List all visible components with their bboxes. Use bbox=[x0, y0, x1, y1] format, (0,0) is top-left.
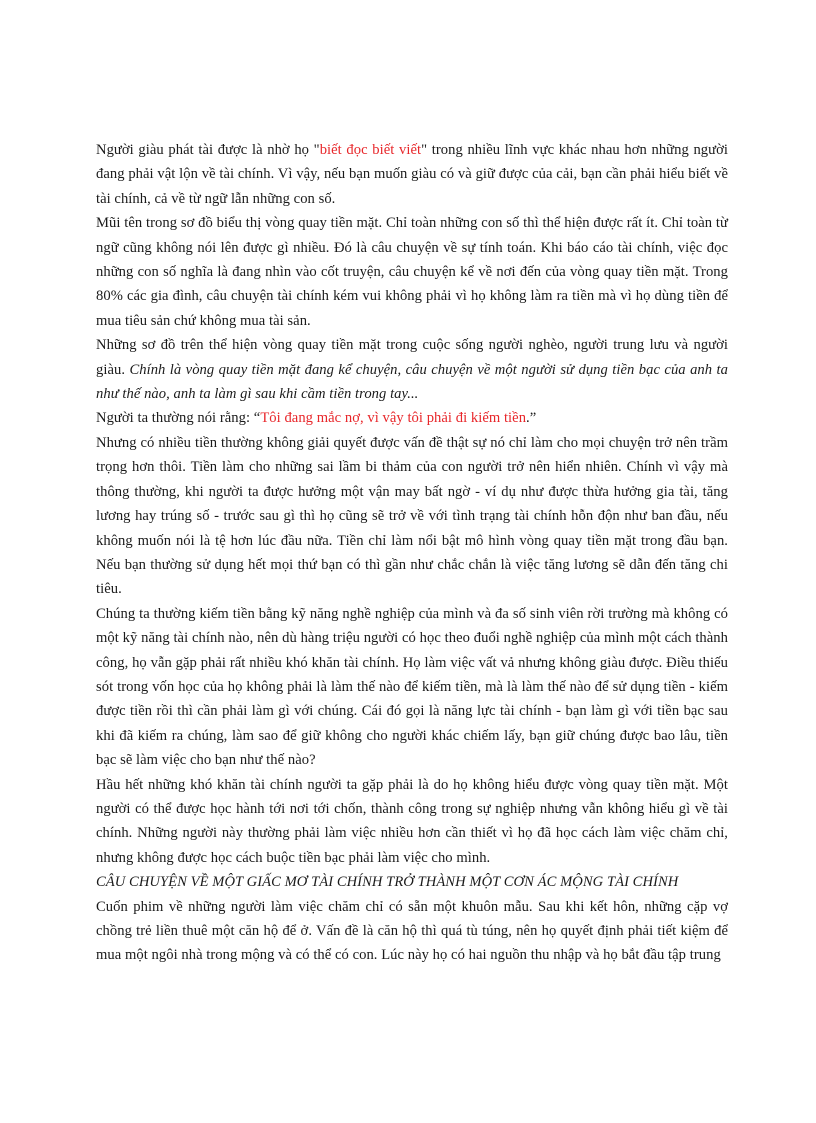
paragraph-text: Những sơ đồ trên thể hiện vòng quay tiền mặt trong cuộc sống người nghèo, người trung lưu và người giàu. bbox=[96, 337, 728, 378]
paragraph-cash-flow-arrows: Mũi tên trong sơ đồ biểu thị vòng quay tiền mặt. Chỉ toàn những con số thì thể hiện được rất ít. Chỉ toàn từ ngữ cũng không nói lên được gì nhiều. Đó là câu chuyện về sự tính toán. Khi báo cáo tài chính, việc đọc những con số nghĩa là đang nhìn vào cốt truyện, câu chuyện kể về nơi đến của vòng quay tiền mặt. Trong 80% các gia đình, câu chuyện tài chính kém vui không phải vì họ không làm ra tiền mà vì họ dùng tiền để mua tiêu sản chứ không mua tài sản. bbox=[96, 215, 728, 329]
italic-sentence: Chính là vòng quay tiền mặt đang kể chuyện, câu chuyện về một người sử dụng tiền bạc của anh ta như thế nào, anh ta làm gì sau khi cầm tiền trong tay... bbox=[96, 361, 728, 403]
paragraph-cash-flow-diagrams bbox=[96, 333, 728, 406]
paragraph-text: .” bbox=[526, 410, 537, 427]
highlighted-quote: Tôi đang mắc nợ, vì vậy tôi phải đi kiếm tiền bbox=[260, 410, 527, 427]
paragraph-text: " trong nhiều lĩnh vực khác nhau hơn những người đang phải vật lộn về tài chính. Vì vậy, nếu bạn muốn giàu có và giữ được của cải, bạn cần phải hiểu biết về tài chính, cả về từ ngữ lẫn những con số. bbox=[96, 142, 728, 207]
paragraph-text: Người ta thường nói rằng: “ bbox=[96, 410, 261, 427]
paragraph-financial-literacy bbox=[96, 138, 728, 211]
paragraph-text: Người giàu phát tài được là nhờ họ " bbox=[96, 142, 320, 158]
paragraph-hard-workers-story: Cuốn phim về những người làm việc chăm chỉ có sẵn một khuôn mẫu. Sau khi kết hôn, những cặp vợ chồng trẻ liền thuê một căn hộ để ở. Vấn đề là căn hộ thì quá tù túng, nên họ quyết định phải tiết kiệm để mua một ngôi nhà trong mộng và có thể có con. Lúc này họ có hai nguồn thu nhập và họ bắt đầu tập trung bbox=[96, 898, 728, 964]
paragraph-quote bbox=[96, 406, 728, 430]
section-heading: CÂU CHUYỆN VỀ MỘT GIẤC MƠ TÀI CHÍNH TRỞ THÀNH MỘT CƠN ÁC MỘNG TÀI CHÍNH bbox=[96, 874, 679, 891]
paragraph-more-money: Nhưng có nhiều tiền thường không giải quyết được vấn đề thật sự nó chỉ làm cho mọi chuyện trở nên trầm trọng hơn thôi. Tiền làm cho những sai lầm bi thảm của con người trở nên hiển nhiên. Chính vì vậy mà thông thường, khi người ta được hưởng một vận may bất ngờ - ví dụ như được thừa hưởng gia tài, tăng lương hay trúng số - trước sau gì thì họ cũng sẽ trở về với tình trạng tài chính hỗn độn như ban đầu, nếu không muốn nói là tệ hơn lúc đầu nữa. Tiền chỉ làm nổi bật mô hình vòng quay tiền mặt trong đầu bạn. Nếu bạn thường sử dụng hết mọi thứ bạn có thì gần như chắc chắn là việc tăng lương sẽ dẫn đến tăng chi tiêu. bbox=[96, 434, 728, 598]
paragraph-financial-difficulties: Hầu hết những khó khăn tài chính người ta gặp phải là do họ không hiểu được vòng quay tiền mặt. Một người có thể được học hành tới nơi tới chốn, thành công trong sự nghiệp nhưng vẫn không hiểu gì về tài chính. Những người này thường phải làm việc nhiều hơn cần thiết vì họ đã học cách làm việc chăm chỉ, nhưng không được học cách buộc tiền bạc phải làm việc cho mình. bbox=[96, 776, 728, 866]
highlighted-phrase: biết đọc biết viết bbox=[319, 142, 422, 158]
paragraph-professional-skills: Chúng ta thường kiếm tiền bằng kỹ năng nghề nghiệp của mình và đa số sinh viên rời trường mà không có một kỹ năng tài chính nào, nên dù hàng triệu người có học theo đuổi nghề nghiệp của mình một cách thành công, họ vẫn gặp phải rất nhiều khó khăn tài chính. Họ làm việc vất vả nhưng không giàu được. Điều thiếu sót trong vốn học của họ không phải là làm thế nào để kiếm tiền, mà là làm thế nào để sử dụng tiền - kiếm được tiền rồi thì cần phải làm gì với chúng. Cái đó gọi là năng lực tài chính - bạn làm gì với tiền bạc sau khi đã kiếm ra chúng, làm sao để giữ không cho người khác chiếm lấy, bạn giữ chúng được bao lâu, tiền bạc sẽ làm việc cho bạn như thế nào? bbox=[96, 605, 728, 769]
